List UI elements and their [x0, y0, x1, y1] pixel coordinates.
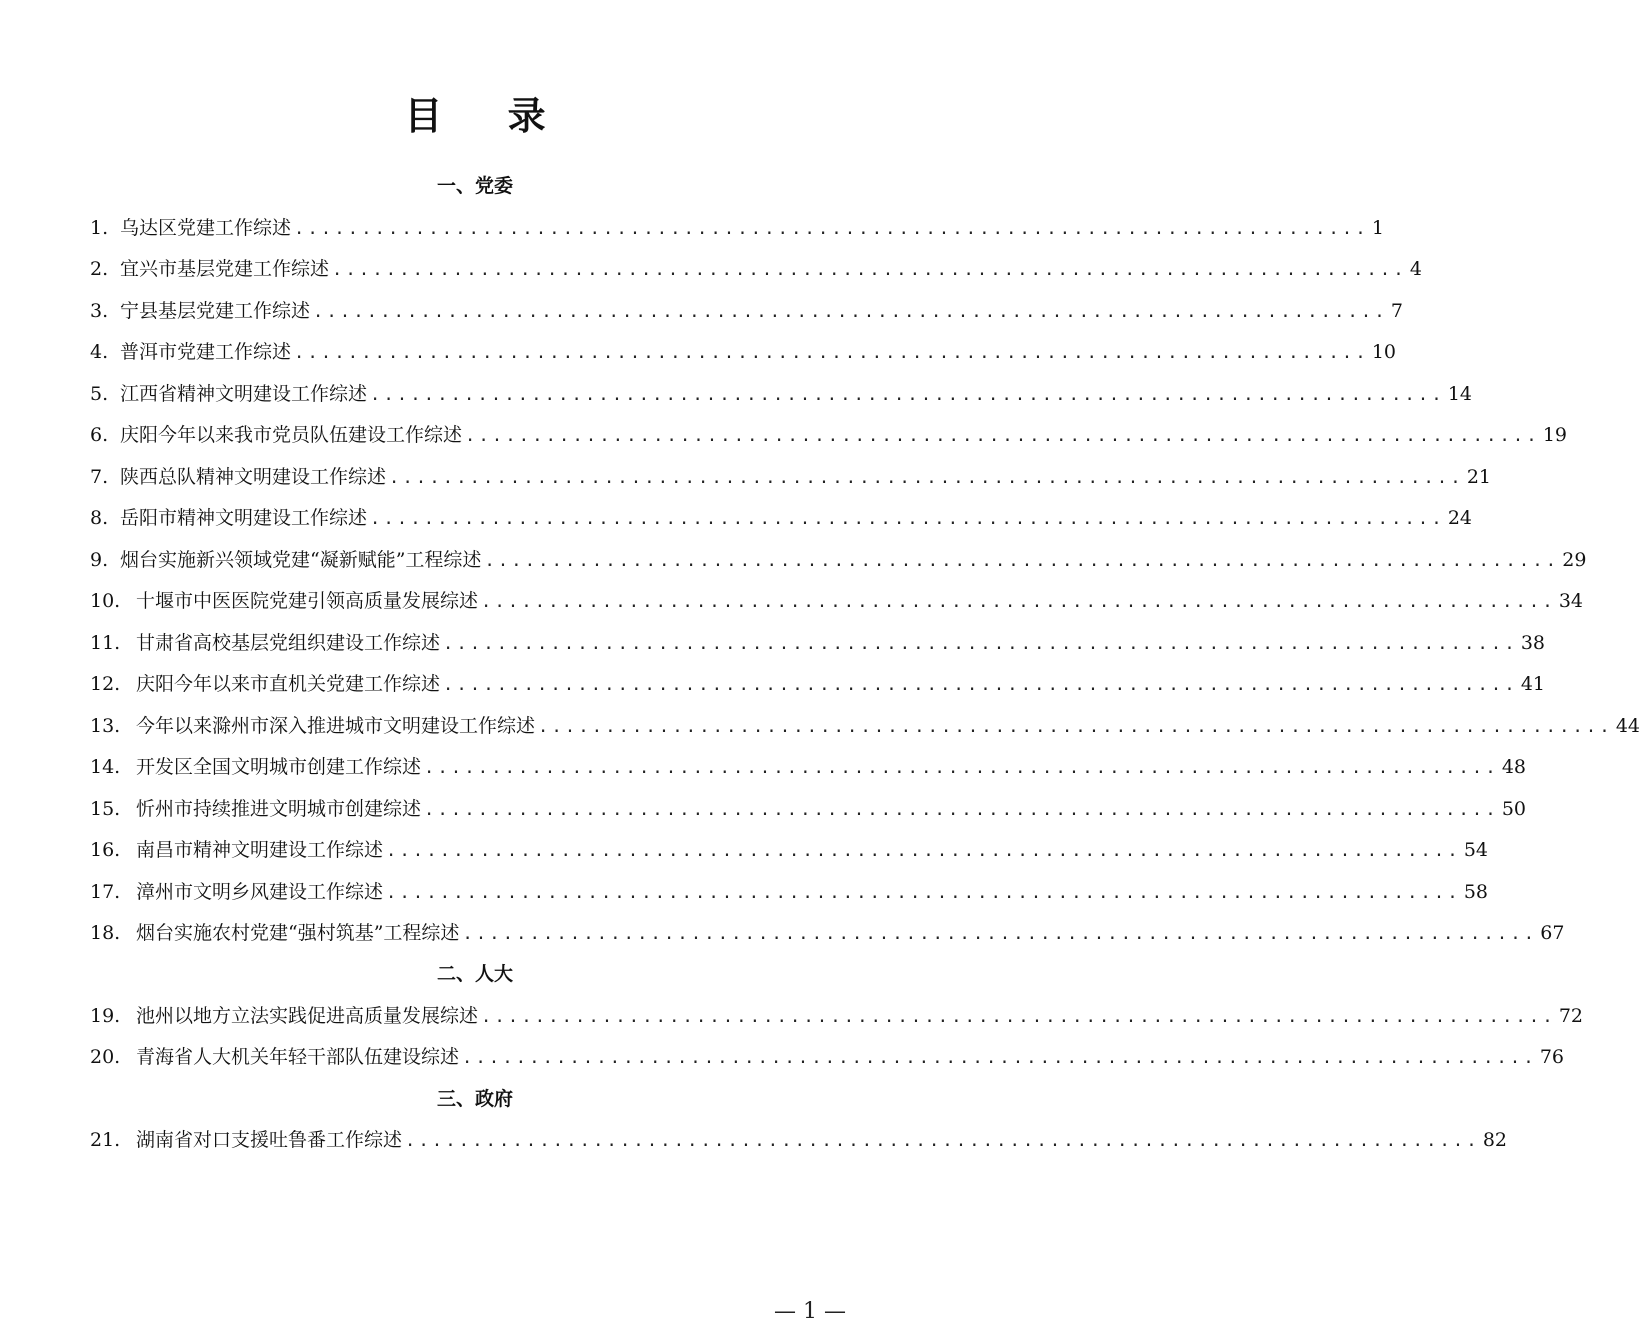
toc-entry[interactable] [90, 419, 1567, 451]
toc-entry[interactable] [90, 295, 1403, 327]
toc-entry-page: 34 [1558, 590, 1583, 612]
toc-entry-number: 13. [90, 715, 121, 737]
dot-leader: ................................................................................ [389, 468, 1464, 488]
toc-entry[interactable] [90, 793, 1526, 825]
toc-entry-number: 7. [90, 466, 109, 488]
toc-entry-page: 14 [1447, 383, 1472, 405]
toc-entry-page: 50 [1501, 798, 1526, 820]
toc-entry-page: 44 [1615, 715, 1640, 737]
toc-entry-number: 20. [90, 1046, 121, 1068]
toc-entry-number: 21. [90, 1129, 121, 1151]
toc-entry-page: 41 [1520, 673, 1545, 695]
toc-entry-title: 十堰市中医医院党建引领高质量发展综述 [136, 590, 479, 612]
toc-entry-title: 池州以地方立法实践促进高质量发展综述 [136, 1005, 479, 1027]
dot-leader: ................................................................................ [465, 426, 1540, 446]
toc-entry-page: 82 [1482, 1129, 1507, 1151]
dot-leader: ................................................................................ [294, 343, 1369, 363]
dot-leader: ................................................................................ [370, 385, 1445, 405]
toc-entry-title: 岳阳市精神文明建设工作综述 [120, 507, 368, 529]
toc-entry-title: 庆阳今年以来市直机关党建工作综述 [136, 673, 441, 695]
toc-entry-page: 72 [1558, 1005, 1583, 1027]
dot-leader: ................................................................................ [462, 1048, 1537, 1068]
toc-entry-page: 58 [1463, 881, 1488, 903]
dot-leader: ................................................................................ [332, 260, 1407, 280]
page-title: 目 录 [404, 94, 572, 138]
toc-entry-title: 烟台实施农村党建“强村筑基”工程综述 [136, 922, 460, 944]
toc-entry-number: 11. [90, 632, 121, 654]
toc-entry-title: 湖南省对口支援吐鲁番工作综述 [136, 1129, 403, 1151]
section-heading-government: 三、政府 [436, 1088, 513, 1110]
toc-entry-title: 今年以来滁州市深入推进城市文明建设工作综述 [136, 715, 536, 737]
dot-leader: ................................................................................ [538, 717, 1613, 737]
toc-entry[interactable] [90, 834, 1488, 866]
toc-entry-title: 普洱市党建工作综述 [120, 341, 292, 363]
toc-entry-number: 14. [90, 756, 121, 778]
toc-entry-title: 甘肃省高校基层党组织建设工作综述 [136, 632, 441, 654]
toc-entry-title: 江西省精神文明建设工作综述 [120, 383, 368, 405]
toc-entry-title: 陕西总队精神文明建设工作综述 [120, 466, 387, 488]
toc-entry-title: 庆阳今年以来我市党员队伍建设工作综述 [120, 424, 463, 446]
toc-entry-number: 3. [90, 300, 109, 322]
toc-entry-number: 12. [90, 673, 121, 695]
toc-entry[interactable] [90, 502, 1472, 534]
toc-entry-title: 青海省人大机关年轻干部队伍建设综述 [136, 1046, 460, 1068]
toc-entry-title: 忻州市持续推进文明城市创建综述 [136, 798, 422, 820]
toc-entry-page: 76 [1539, 1046, 1564, 1068]
toc-entry[interactable] [90, 378, 1472, 410]
dot-leader: ................................................................................ [484, 551, 1560, 571]
dot-leader: ................................................................................ [443, 634, 1518, 654]
toc-entry-title: 宁县基层党建工作综述 [120, 300, 311, 322]
toc-entry-number: 17. [90, 881, 121, 903]
toc-entry-number: 10. [90, 590, 121, 612]
toc-entry[interactable] [90, 212, 1384, 244]
dot-leader: ................................................................................ [405, 1131, 1480, 1151]
toc-entry-title: 开发区全国文明城市创建工作综述 [136, 756, 422, 778]
dot-leader: ................................................................................ [294, 219, 1369, 239]
toc-entry-number: 18. [90, 922, 121, 944]
toc-entry-title: 南昌市精神文明建设工作综述 [136, 839, 384, 861]
toc-entry-title: 烟台实施新兴领域党建“凝新赋能”工程综述 [120, 549, 482, 571]
toc-entry-page: 54 [1463, 839, 1488, 861]
toc-entry[interactable] [90, 461, 1491, 493]
toc-entry-number: 2. [90, 258, 109, 280]
toc-entry-page: 38 [1520, 632, 1545, 654]
toc-entry-page: 24 [1447, 507, 1472, 529]
dot-leader: ................................................................................ [443, 675, 1518, 695]
toc-entry-number: 1. [90, 217, 109, 239]
toc-entry-number: 4. [90, 341, 109, 363]
toc-entry[interactable] [90, 1000, 1583, 1032]
section-heading-peoples-congress: 二、人大 [436, 963, 513, 985]
dot-leader: ................................................................................ [313, 302, 1388, 322]
toc-entry[interactable] [90, 627, 1545, 659]
toc-entry[interactable] [90, 253, 1422, 285]
toc-entry[interactable] [90, 751, 1526, 783]
dot-leader: ................................................................................ [462, 924, 1538, 944]
toc-entry[interactable] [90, 668, 1545, 700]
toc-entry-number: 6. [90, 424, 109, 446]
toc-entry[interactable] [90, 336, 1396, 368]
toc-entry-title: 漳州市文明乡风建设工作综述 [136, 881, 384, 903]
dot-leader: ................................................................................ [386, 883, 1461, 903]
page-footer-number: — 1 — [774, 1299, 846, 1324]
dot-leader: ................................................................................ [481, 1007, 1556, 1027]
toc-entry[interactable] [90, 710, 1640, 742]
section-heading-party-committee: 一、党委 [436, 175, 513, 197]
toc-entry-page: 4 [1409, 258, 1422, 280]
toc-entry[interactable] [90, 585, 1583, 617]
toc-entry-page: 1 [1371, 217, 1384, 239]
toc-entry-page: 48 [1501, 756, 1526, 778]
toc-entry-page: 29 [1562, 549, 1587, 571]
toc-entry-number: 19. [90, 1005, 121, 1027]
toc-entry-page: 19 [1542, 424, 1567, 446]
dot-leader: ................................................................................ [424, 800, 1499, 820]
toc-entry-number: 16. [90, 839, 121, 861]
toc-entry-number: 8. [90, 507, 109, 529]
toc-entry[interactable] [90, 876, 1488, 908]
toc-entry-number: 5. [90, 383, 109, 405]
toc-entry[interactable] [90, 917, 1565, 949]
dot-leader: ................................................................................ [370, 509, 1445, 529]
toc-entry-page: 7 [1390, 300, 1403, 322]
dot-leader: ................................................................................ [424, 758, 1499, 778]
toc-entry[interactable] [90, 1124, 1507, 1156]
toc-entry-number: 15. [90, 798, 121, 820]
toc-entry-page: 67 [1540, 922, 1565, 944]
toc-entry-page: 21 [1466, 466, 1491, 488]
toc-entry-title: 宜兴市基层党建工作综述 [120, 258, 330, 280]
toc-entry-title: 乌达区党建工作综述 [120, 217, 292, 239]
toc-entry-page: 10 [1371, 341, 1396, 363]
toc-entry[interactable] [90, 1041, 1564, 1073]
dot-leader: ................................................................................ [481, 592, 1556, 612]
toc-entry-number: 9. [90, 549, 109, 571]
toc-entry[interactable] [90, 544, 1587, 576]
dot-leader: ................................................................................ [386, 841, 1461, 861]
